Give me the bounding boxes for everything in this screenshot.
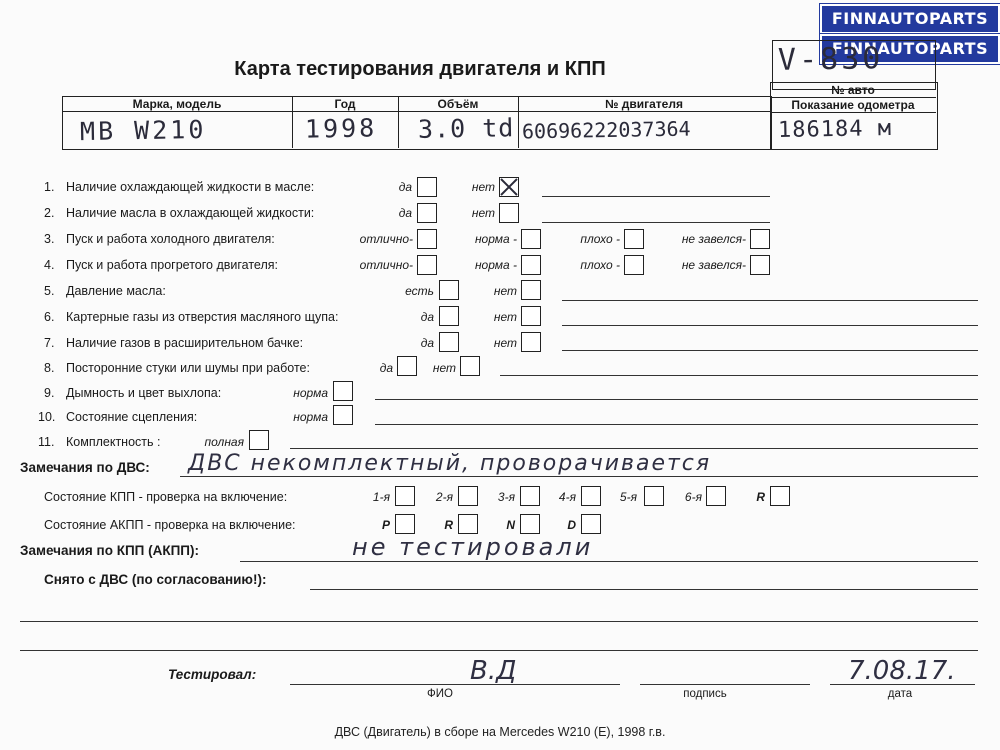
header-engine-no: № двигателя — [605, 97, 683, 111]
kpp-gear-6: 6-я — [684, 490, 702, 504]
item-8-box-yes[interactable] — [397, 356, 417, 376]
item-1-opt-da: да — [398, 180, 412, 194]
kpp-gear-r: R — [756, 490, 765, 504]
item-5-text: Давление масла: — [66, 284, 166, 298]
remarks-engine-value: ДВС некомплектный, проворачивается — [188, 451, 712, 476]
kpp-gear-5: 5-я — [619, 490, 637, 504]
fio-caption: ФИО — [427, 688, 453, 700]
value-volume: 3.0 td — [417, 113, 515, 144]
item-9-number: 9. — [44, 386, 55, 400]
akpp-label: Состояние АКПП - проверка на включение: — [44, 518, 296, 532]
item-4-opt-bad: плохо - — [580, 258, 620, 272]
item-8-opt-no: нет — [432, 361, 456, 375]
item-2-opt-net: нет — [471, 206, 495, 220]
item-7-box-yes[interactable] — [439, 332, 459, 352]
stamp-handwritten: V-830 — [777, 41, 884, 78]
item-11-box-full[interactable] — [249, 430, 269, 450]
item-7-number: 7. — [44, 336, 55, 350]
item-2-number: 2. — [44, 206, 55, 220]
item-11-text: Комплектность : — [66, 435, 161, 449]
akpp-box-p[interactable] — [395, 514, 415, 534]
item-10-text: Состояние сцепления: — [66, 410, 198, 424]
akpp-gear-d: D — [567, 518, 576, 532]
date-value: 7.08.17. — [848, 656, 956, 686]
value-year: 1998 — [304, 113, 378, 144]
item-8-number: 8. — [44, 361, 55, 375]
akpp-gear-n: N — [506, 518, 515, 532]
header-model: Марка, модель — [132, 97, 222, 111]
item-6-box-yes[interactable] — [439, 306, 459, 326]
item-3-opt-bad: плохо - — [580, 232, 620, 246]
kpp-gear-3: 3-я — [497, 490, 515, 504]
item-9-text: Дымность и цвет выхлопа: — [66, 386, 222, 400]
kpp-box-1[interactable] — [395, 486, 415, 506]
kpp-label: Состояние КПП - проверка на включение: — [44, 490, 288, 504]
remarks-kpp-label: Замечания по КПП (АКПП): — [20, 543, 199, 558]
item-9-opt-normal: норма — [293, 386, 328, 400]
item-4-box-bad[interactable] — [624, 255, 644, 275]
brand-logo: FINNAUTOPARTS — [820, 4, 1000, 34]
item-7-text: Наличие газов в расширительном бачке: — [66, 336, 304, 350]
kpp-box-r[interactable] — [770, 486, 790, 506]
item-3-opt-excellent: отлично- — [359, 232, 413, 246]
signature-caption: подпись — [683, 688, 727, 700]
akpp-box-r[interactable] — [458, 514, 478, 534]
kpp-gear-2: 2-я — [435, 490, 453, 504]
item-11-opt-full: полная — [204, 435, 244, 449]
item-3-number: 3. — [44, 232, 55, 246]
item-4-box-excellent[interactable] — [417, 255, 437, 275]
brand-logo-second: FINNAUTOPARTS — [820, 34, 1000, 64]
cross-check-icon — [498, 176, 520, 198]
tested-label: Тестировал: — [168, 667, 257, 682]
akpp-box-d[interactable] — [581, 514, 601, 534]
item-3-opt-normal: норма - — [474, 232, 517, 246]
value-model: MB W210 — [79, 114, 207, 147]
item-5-opt-yes: есть — [405, 284, 434, 298]
kpp-gear-4: 4-я — [558, 490, 576, 504]
item-10-opt-normal: норма — [293, 410, 328, 424]
item-3-text: Пуск и работа холодного двигателя: — [66, 232, 275, 246]
item-3-box-excellent[interactable] — [417, 229, 437, 249]
item-3-box-nostart[interactable] — [750, 229, 770, 249]
header-year: Год — [334, 97, 356, 111]
page-title: Карта тестирования двигателя и КПП — [234, 58, 606, 80]
remarks-engine-label: Замечания по ДВС: — [20, 460, 150, 475]
kpp-box-3[interactable] — [520, 486, 540, 506]
item-3-opt-nostart: не завелся- — [681, 232, 746, 246]
item-6-opt-no: нет — [493, 310, 517, 324]
item-2-box-da[interactable] — [417, 203, 437, 223]
kpp-box-6[interactable] — [706, 486, 726, 506]
item-4-opt-normal: норма - — [474, 258, 517, 272]
item-5-box-no[interactable] — [521, 280, 541, 300]
akpp-box-n[interactable] — [520, 514, 540, 534]
item-1-opt-net: нет — [471, 180, 495, 194]
remarks-kpp-value: не тестировали — [352, 533, 594, 561]
item-9-box-normal[interactable] — [333, 381, 353, 401]
item-6-box-no[interactable] — [521, 306, 541, 326]
item-4-text: Пуск и работа прогретого двигателя: — [66, 258, 278, 272]
item-3-box-bad[interactable] — [624, 229, 644, 249]
item-10-number: 10. — [38, 410, 56, 424]
item-3-box-normal[interactable] — [521, 229, 541, 249]
header-odometer: Показание одометра — [791, 98, 915, 112]
akpp-gear-r: R — [444, 518, 453, 532]
header-auto-no: № авто — [831, 83, 875, 97]
date-caption: дата — [887, 688, 913, 700]
item-6-opt-yes: да — [420, 310, 434, 324]
item-4-opt-excellent: отлично- — [359, 258, 413, 272]
item-8-text: Посторонние стуки или шумы при работе: — [66, 361, 310, 375]
fio-value: В.Д — [470, 656, 517, 686]
item-2-box-net[interactable] — [499, 203, 519, 223]
item-7-opt-yes: да — [420, 336, 434, 350]
item-4-opt-nostart: не завелся- — [681, 258, 746, 272]
item-5-opt-no: нет — [493, 284, 517, 298]
removed-label: Снято с ДВС (по согласованию!): — [44, 572, 267, 587]
item-1-number: 1. — [44, 180, 55, 194]
item-8-box-no[interactable] — [460, 356, 480, 376]
item-4-number: 4. — [44, 258, 55, 272]
item-11-number: 11. — [38, 435, 55, 449]
item-6-text: Картерные газы из отверстия масляного щупа: — [66, 310, 339, 324]
header-volume: Объём — [437, 97, 479, 111]
kpp-box-4[interactable] — [581, 486, 601, 506]
item-4-box-normal[interactable] — [521, 255, 541, 275]
item-2-text: Наличие масла в охлаждающей жидкости: — [66, 206, 315, 220]
item-7-opt-no: нет — [493, 336, 517, 350]
item-10-box-normal[interactable] — [333, 405, 353, 425]
value-odometer: 186184 м — [777, 116, 893, 143]
item-4-box-nostart[interactable] — [750, 255, 770, 275]
akpp-gear-p: P — [381, 518, 390, 532]
value-engine-no: 60696222037364 — [521, 116, 691, 144]
kpp-box-2[interactable] — [458, 486, 478, 506]
kpp-box-5[interactable] — [644, 486, 664, 506]
item-5-box-yes[interactable] — [439, 280, 459, 300]
item-1-text: Наличие охлаждающей жидкости в масле: — [66, 180, 315, 194]
kpp-gear-1: 1-я — [372, 490, 390, 504]
item-7-box-no[interactable] — [521, 332, 541, 352]
item-6-number: 6. — [44, 310, 55, 324]
item-2-opt-da: да — [398, 206, 412, 220]
item-1-box-da[interactable] — [417, 177, 437, 197]
item-5-number: 5. — [44, 284, 55, 298]
image-caption: ДВС (Двигатель) в сборе на Mercedes W210 (E), 1998 г.в. — [334, 725, 666, 739]
item-8-opt-yes: да — [379, 361, 393, 375]
